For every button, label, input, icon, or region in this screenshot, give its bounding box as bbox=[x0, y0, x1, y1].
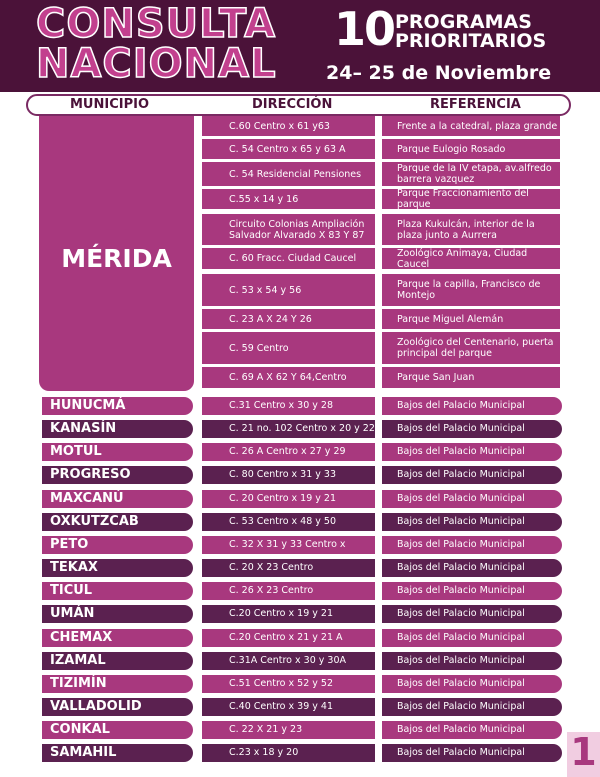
municipio-direccion: C.20 Centro x 21 y 21 A bbox=[202, 629, 375, 647]
municipio-name: VALLADOLID bbox=[42, 698, 193, 716]
event-dates: 24– 25 de Noviembre bbox=[326, 62, 552, 84]
merida-referencia-cell: Parque San Juan bbox=[382, 367, 560, 388]
programs-label bbox=[395, 13, 546, 51]
municipio-direccion: C.51 Centro x 52 y 52 bbox=[202, 675, 375, 693]
municipio-name: CHEMAX bbox=[42, 629, 193, 647]
municipio-name: CONKAL bbox=[42, 721, 193, 739]
programs-line-2: PRIORITARIOS bbox=[395, 30, 547, 52]
municipio-referencia: Bajos del Palacio Municipal bbox=[382, 536, 562, 554]
municipio-direccion: C. 80 Centro x 31 y 33 bbox=[202, 466, 375, 484]
merida-referencia-cell: Frente a la catedral, plaza grande bbox=[382, 116, 560, 136]
merida-referencia-cell: Parque de la IV etapa, av.alfredo barrera vazquez bbox=[382, 162, 560, 186]
municipio-referencia: Bajos del Palacio Municipal bbox=[382, 466, 562, 484]
municipio-direccion: C.23 x 18 y 20 bbox=[202, 744, 375, 762]
column-referencia: REFERENCIA bbox=[430, 97, 521, 112]
municipio-referencia: Bajos del Palacio Municipal bbox=[382, 605, 562, 623]
title-line-1: CONSULTA bbox=[36, 1, 277, 47]
municipio-direccion: C.40 Centro x 39 y 41 bbox=[202, 698, 375, 716]
column-direccion: DIRECCIÓN bbox=[252, 97, 333, 112]
municipio-name: TIZIMÍN bbox=[42, 675, 193, 693]
header-banner bbox=[0, 0, 600, 92]
merida-block bbox=[39, 116, 194, 391]
merida-direccion-cell: C. 23 A X 24 Y 26 bbox=[202, 309, 375, 329]
merida-direccion-cell: C. 59 Centro bbox=[202, 332, 375, 364]
municipio-direccion: C. 22 X 21 y 23 bbox=[202, 721, 375, 739]
municipio-name: UMÁN bbox=[42, 605, 193, 623]
municipio-referencia: Bajos del Palacio Municipal bbox=[382, 559, 562, 577]
municipio-referencia: Bajos del Palacio Municipal bbox=[382, 629, 562, 647]
merida-referencia-cell: Zoológico Animaya, Ciudad Caucel bbox=[382, 248, 560, 269]
municipio-referencia: Bajos del Palacio Municipal bbox=[382, 513, 562, 531]
merida-referencia-cell: Zoológico del Centenario, puerta principal del parque bbox=[382, 332, 560, 364]
page-number: 1 bbox=[570, 730, 597, 774]
programs-line-1: PROGRAMAS bbox=[395, 11, 532, 33]
municipio-name: PROGRESO bbox=[42, 466, 193, 484]
merida-direccion-cell: C. 53 x 54 y 56 bbox=[202, 274, 375, 306]
merida-direccion-cell: C. 54 Residencial Pensiones bbox=[202, 162, 375, 186]
merida-referencia-cell: Parque Miguel Alemán bbox=[382, 309, 560, 329]
municipio-referencia: Bajos del Palacio Municipal bbox=[382, 675, 562, 693]
programs-number: 10 bbox=[334, 2, 395, 56]
municipio-referencia: Bajos del Palacio Municipal bbox=[382, 397, 562, 415]
municipio-direccion: C. 32 X 31 y 33 Centro x bbox=[202, 536, 375, 554]
municipio-direccion: C. 26 X 23 Centro bbox=[202, 582, 375, 600]
municipio-direccion: C. 26 A Centro x 27 y 29 bbox=[202, 443, 375, 461]
municipio-direccion: C. 53 Centro x 48 y 50 bbox=[202, 513, 375, 531]
merida-direccion-cell: C.55 x 14 y 16 bbox=[202, 189, 375, 209]
page-title bbox=[36, 1, 277, 87]
municipio-direccion: C. 21 no. 102 Centro x 20 y 22 bbox=[202, 420, 375, 438]
municipio-referencia: Bajos del Palacio Municipal bbox=[382, 443, 562, 461]
municipio-referencia: Bajos del Palacio Municipal bbox=[382, 652, 562, 670]
municipio-name: IZAMAL bbox=[42, 652, 193, 670]
column-municipio: MUNICIPIO bbox=[70, 97, 150, 112]
merida-referencia-cell: Parque la capilla, Francisco de Montejo bbox=[382, 274, 560, 306]
merida-referencia-cell: Parque Fraccionamiento del parque bbox=[382, 189, 560, 209]
municipio-direccion: C.31A Centro x 30 y 30A bbox=[202, 652, 375, 670]
municipio-name: OXKUTZCAB bbox=[42, 513, 193, 531]
municipio-direccion: C.20 Centro x 19 y 21 bbox=[202, 605, 375, 623]
column-header-bar bbox=[26, 94, 571, 116]
municipio-referencia: Bajos del Palacio Municipal bbox=[382, 698, 562, 716]
municipio-direccion: C. 20 Centro x 19 y 21 bbox=[202, 490, 375, 508]
merida-direccion-cell: C. 60 Fracc. Ciudad Caucel bbox=[202, 248, 375, 269]
municipio-referencia: Bajos del Palacio Municipal bbox=[382, 582, 562, 600]
municipio-name: MOTUL bbox=[42, 443, 193, 461]
municipio-referencia: Bajos del Palacio Municipal bbox=[382, 721, 562, 739]
municipio-direccion: C. 20 X 23 Centro bbox=[202, 559, 375, 577]
municipio-name: TEKAX bbox=[42, 559, 193, 577]
municipio-referencia: Bajos del Palacio Municipal bbox=[382, 420, 562, 438]
municipio-referencia: Bajos del Palacio Municipal bbox=[382, 490, 562, 508]
municipio-name: KANASÍN bbox=[42, 420, 193, 438]
municipio-name: SAMAHIL bbox=[42, 744, 193, 762]
merida-direccion-cell: Circuito Colonias Ampliación Salvador Alvarado X 83 Y 87 bbox=[202, 214, 375, 245]
municipio-name: PETO bbox=[42, 536, 193, 554]
merida-referencia-cell: Parque Eulogio Rosado bbox=[382, 139, 560, 159]
merida-direccion-cell: C.60 Centro x 61 y63 bbox=[202, 116, 375, 136]
municipio-name: HUNUCMÁ bbox=[42, 397, 193, 415]
municipio-direccion: C.31 Centro x 30 y 28 bbox=[202, 397, 375, 415]
title-line-2: NACIONAL bbox=[36, 41, 277, 87]
merida-direccion-cell: C. 69 A X 62 Y 64,Centro bbox=[202, 367, 375, 388]
municipio-referencia: Bajos del Palacio Municipal bbox=[382, 744, 562, 762]
merida-direccion-cell: C. 54 Centro x 65 y 63 A bbox=[202, 139, 375, 159]
merida-referencia-cell: Plaza Kukulcán, interior de la plaza junto a Aurrera bbox=[382, 214, 560, 245]
merida-label: MÉRIDA bbox=[61, 244, 172, 273]
municipio-name: TICUL bbox=[42, 582, 193, 600]
municipio-name: MAXCANÚ bbox=[42, 490, 193, 508]
